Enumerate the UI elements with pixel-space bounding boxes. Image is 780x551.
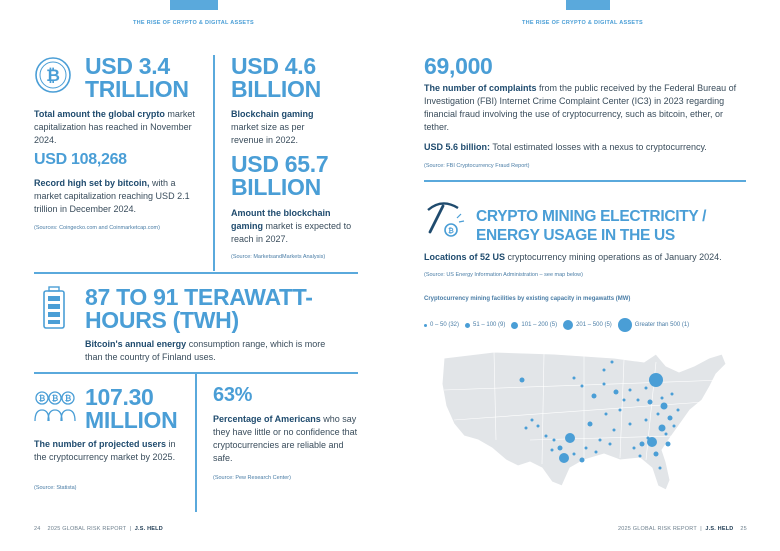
map-legend — [424, 318, 764, 332]
stat-confidence-source: (Source: Pew Research Center) — [213, 475, 291, 481]
stat-losses-desc: USD 5.6 billion: Total estimated losses with a nexus to cryptocurrency. — [424, 142, 707, 152]
mining-facility-marker — [661, 403, 668, 410]
mining-facility-marker — [666, 442, 671, 447]
mining-facility-marker — [599, 439, 602, 442]
mining-facility-marker — [677, 409, 680, 412]
legend-dot-icon — [424, 324, 427, 327]
legend-label: Greater than 500 (1) — [634, 322, 690, 328]
mining-facility-marker — [671, 393, 674, 396]
mining-facility-marker — [588, 422, 593, 427]
stat-confidence-desc: Percentage of Americans who say they have little or no confidence that cryptocurrencies are reliable and safe. — [213, 414, 358, 463]
mining-facility-marker — [648, 400, 653, 405]
stat-users-source: (Source: Statista) — [34, 485, 77, 491]
stat-market-cap-value: USD 3.4 TRILLION — [85, 53, 189, 102]
legend-dot-icon — [563, 320, 573, 330]
mining-facility-marker — [559, 453, 569, 463]
mining-facility-marker — [640, 442, 645, 447]
svg-text:₿: ₿ — [448, 228, 454, 235]
mining-facility-marker — [633, 447, 636, 450]
pickaxe-icon — [424, 198, 466, 240]
mining-facility-marker — [673, 425, 676, 428]
mining-facility-marker — [619, 409, 622, 412]
stat-gaming-forecast-desc: Amount the blockchain gaming market is expected to reach in 2027. — [231, 208, 352, 244]
stat-bitcoin-high-value: USD 108,268 — [34, 151, 127, 168]
legend-item — [563, 320, 612, 330]
divider-vertical-bottom — [195, 374, 197, 512]
mining-facility-marker — [545, 435, 548, 438]
stat-gaming-size-desc: Blockchain gaming market size as per revenue in 2022. — [231, 109, 314, 145]
footer-left: 24 2025 GLOBAL RISK REPORT | J.S. HELD — [34, 526, 163, 532]
mining-facility-marker — [659, 467, 662, 470]
mining-source: (Source: US Energy Information Administration – see map below) — [424, 272, 583, 278]
mining-facility-marker — [585, 447, 588, 450]
legend-item — [618, 318, 689, 332]
mining-facility-marker — [605, 413, 608, 416]
mining-facility-marker — [595, 451, 598, 454]
mining-facility-marker — [668, 416, 673, 421]
header-tab — [566, 0, 610, 10]
legend-dot-icon — [465, 323, 470, 328]
stat-confidence-value: 63% — [213, 384, 253, 406]
mining-facility-marker — [580, 458, 585, 463]
divider-vertical-top — [213, 55, 215, 271]
mining-facility-marker — [645, 419, 648, 422]
mining-facility-marker — [592, 394, 597, 399]
mining-facility-marker — [647, 437, 650, 440]
legend-item — [465, 322, 505, 328]
mining-facility-marker — [654, 452, 659, 457]
footer-right: 2025 GLOBAL RISK REPORT | J.S. HELD 25 — [618, 526, 747, 532]
stat-complaints-desc: The number of complaints from the public received by the Federal Bureau of Investigation (FBI) Internet Crime Complaint Center (IC3) in 2023 regarding financial fraud involving the use of cryptocurrency, such as bitcoin, ether, or tether. — [424, 83, 737, 132]
mining-facility-marker — [665, 433, 668, 436]
mining-facility-marker — [613, 429, 616, 432]
stat-bitcoin-high-desc: Record high set by bitcoin, with a market capitalization reaching USD 2.1 trillion in December 2024. — [34, 178, 190, 214]
mining-facility-marker — [649, 373, 663, 387]
crypto-users-icon — [34, 388, 76, 424]
stat-energy-value: 87 TO 91 TERAWATT- HOURS (TWH) — [85, 284, 313, 333]
mining-facility-marker — [659, 425, 666, 432]
map-title: Cryptocurrency mining facilities by existing capacity in megawatts (MW) — [424, 296, 631, 302]
mining-facility-marker — [623, 399, 626, 402]
svg-text:₿: ₿ — [38, 394, 46, 403]
legend-item — [424, 322, 459, 328]
bitcoin-icon — [34, 56, 72, 94]
stat-energy-desc: Bitcoin's annual energy consumption range, which is more than the country of Finland uses. — [85, 339, 326, 362]
legend-label: 0 – 50 (32) — [430, 322, 460, 328]
stat-gaming-size-value: USD 4.6 BILLION — [231, 53, 321, 102]
mining-facility-marker — [629, 389, 632, 392]
stat-gaming-source: (Source: MarketsandMarkets Analysis) — [231, 254, 326, 260]
mining-facility-marker — [537, 425, 540, 428]
mining-facility-marker — [603, 383, 606, 386]
mining-locations-desc: Locations of 52 US cryptocurrency mining operations as of January 2024. — [424, 252, 722, 262]
mining-facility-marker — [603, 369, 606, 372]
legend-label: 201 – 500 (5) — [576, 322, 612, 328]
svg-text:₿: ₿ — [46, 66, 60, 85]
svg-text:₿: ₿ — [51, 394, 59, 403]
divider-horizontal-1 — [34, 272, 358, 274]
battery-icon — [42, 286, 66, 330]
mining-facility-marker — [637, 399, 640, 402]
mining-facility-marker — [520, 378, 525, 383]
mining-facility-marker — [565, 433, 575, 443]
running-head: THE RISE OF CRYPTO & DIGITAL ASSETS — [522, 20, 644, 26]
stat-complaints-source: (Source: FBI Cryptocurrency Fraud Report) — [424, 163, 530, 169]
svg-text:₿: ₿ — [64, 394, 72, 403]
mining-facility-marker — [661, 397, 664, 400]
mining-facility-marker — [553, 439, 556, 442]
legend-dot-icon — [618, 318, 632, 332]
stat-users-value: 107.30 MILLION — [85, 384, 178, 433]
mining-facility-marker — [558, 446, 563, 451]
legend-dot-icon — [511, 322, 518, 329]
us-mining-map — [434, 340, 744, 500]
mining-facility-marker — [531, 419, 534, 422]
mining-facility-marker — [657, 413, 660, 416]
mining-facility-marker — [645, 387, 648, 390]
mining-facility-marker — [614, 390, 619, 395]
stat-gaming-forecast-value: USD 65.7 BILLION — [231, 151, 329, 200]
legend-label: 51 – 100 (9) — [473, 322, 506, 328]
mining-facility-marker — [609, 443, 612, 446]
running-head: THE RISE OF CRYPTO & DIGITAL ASSETS — [133, 20, 255, 26]
mining-facility-marker — [525, 427, 528, 430]
stat-users-desc: The number of projected users in the cryptocurrency market by 2025. — [34, 439, 176, 462]
stat-market-cap-desc: Total amount the global crypto market capitalization has reached in November 2024. — [34, 109, 195, 145]
mining-facility-marker — [639, 455, 642, 458]
mining-facility-marker — [611, 361, 614, 364]
mining-facility-marker — [573, 453, 576, 456]
mining-heading: CRYPTO MINING ELECTRICITY / ENERGY USAGE IN THE US — [476, 208, 707, 244]
divider-horizontal-right — [424, 180, 746, 182]
mining-facility-marker — [573, 377, 576, 380]
stat-complaints-value: 69,000 — [424, 53, 493, 79]
right-page — [390, 0, 780, 551]
mining-facility-marker — [551, 449, 554, 452]
legend-item — [511, 322, 557, 329]
mining-facility-marker — [581, 385, 584, 388]
header-tab — [170, 0, 218, 10]
stat-bitcoin-source: (Sources: Coingecko.com and Coinmarketcap.com) — [34, 225, 160, 231]
legend-label: 101 – 200 (5) — [521, 322, 558, 328]
mining-facility-marker — [629, 423, 632, 426]
